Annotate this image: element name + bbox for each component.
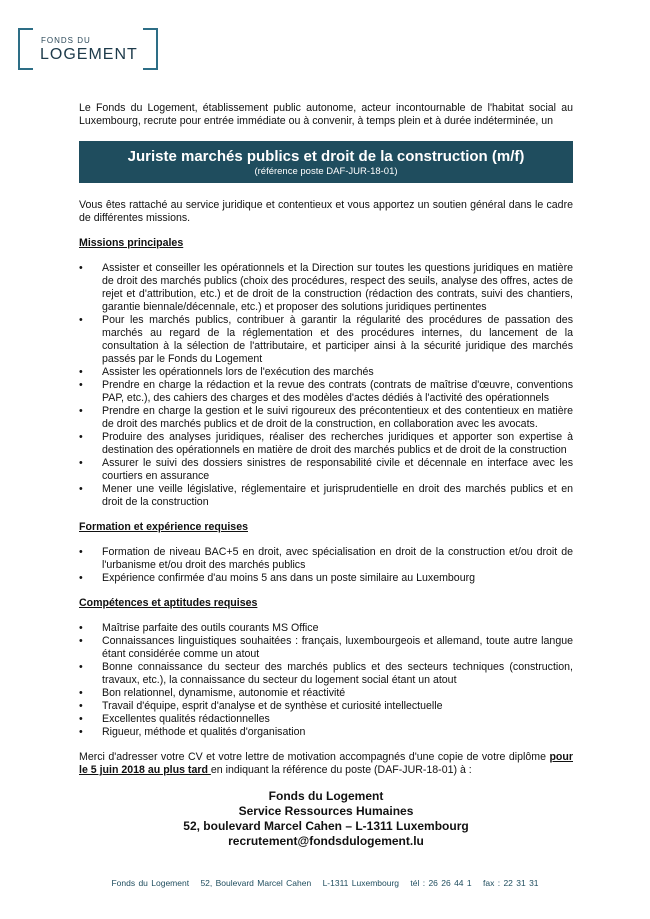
logo-line-2: LOGEMENT bbox=[40, 46, 138, 63]
list-item: • Assurer le suivi des dossiers sinistres de responsabilité civile et décennale en interface avec les courtiers en assurance bbox=[79, 457, 573, 482]
competences-heading: Compétences et aptitudes requises bbox=[79, 597, 258, 609]
address-street: 52, boulevard Marcel Cahen – L-1311 Luxembourg bbox=[183, 819, 469, 833]
bullet-icon: • bbox=[79, 572, 83, 584]
bullet-icon: • bbox=[79, 700, 83, 712]
job-reference: (référence poste DAF-JUR-18-01) bbox=[254, 166, 398, 177]
list-item: • Prendre en charge la gestion et le suivi rigoureux des précontentieux et des contentieux en matière de droit des marchés publics et de droit de la construction, en collaboration avec les avocats. bbox=[79, 405, 573, 430]
closing-paragraph bbox=[79, 751, 573, 777]
address-org: Fonds du Logement bbox=[268, 789, 384, 803]
list-item: • Connaissances linguistiques souhaitées : français, luxembourgeois et allemand, toute autre langue étant considérée comme un atout bbox=[79, 635, 573, 660]
list-item: • Produire des analyses juridiques, réaliser des recherches juridiques et apporter son expertise à destination des opérationnels en matière de droit des marchés publics et de droit de la construction bbox=[79, 431, 573, 456]
bullet-icon: • bbox=[79, 483, 83, 495]
list-item: • Excellentes qualités rédactionnelles bbox=[79, 713, 270, 725]
intro-paragraph: Le Fonds du Logement, établissement public autonome, acteur incontournable de l'habitat social au Luxembourg, recrute pour entrée immédiate ou à convenir, à temps plein et à durée indéterminée, un bbox=[79, 102, 573, 127]
list-item: • Assister les opérationnels lors de l'exécution des marchés bbox=[79, 366, 374, 378]
competences-list bbox=[79, 622, 573, 739]
footer-tel: tél : 26 26 44 1 bbox=[410, 878, 472, 888]
bullet-icon: • bbox=[79, 366, 83, 378]
list-item: • Expérience confirmée d'au moins 5 ans dans un poste similaire au Luxembourg bbox=[79, 572, 476, 584]
list-item: • Rigueur, méthode et qualités d'organisation bbox=[79, 726, 306, 738]
bullet-icon: • bbox=[79, 405, 83, 417]
bullet-icon: • bbox=[79, 379, 83, 391]
bullet-icon: • bbox=[79, 431, 83, 443]
address-email[interactable]: recrutement@fondsdulogement.lu bbox=[228, 834, 424, 848]
list-item: • Formation de niveau BAC+5 en droit, avec spécialisation en droit de la construction et/ou droit de l'urbanisme et/ou droit des marchés publics bbox=[79, 546, 573, 571]
formation-heading: Formation et expérience requises bbox=[79, 521, 248, 533]
company-logo bbox=[15, 28, 155, 72]
address-department: Service Ressources Humaines bbox=[238, 804, 414, 818]
missions-list bbox=[79, 262, 573, 509]
contact-address bbox=[79, 789, 573, 849]
formation-list bbox=[79, 546, 573, 585]
list-item: • Pour les marchés publics, contribuer à garantir la régularité des procédures de passation des marchés au regard de la réglementation et des procédures internes, du lancement de la consultation à la sélection de l'attributaire, et participer ainsi à la sécurité juridique des marchés passés par le Fonds du Logement bbox=[79, 314, 573, 365]
bullet-icon: • bbox=[79, 713, 83, 725]
list-item: • Prendre en charge la rédaction et la revue des contrats (contrats de maîtrise d'œuvre, conventions PAP, etc.), des cahiers des charges et des modèles d'actes dédiés à l'activité des opérationnels bbox=[79, 379, 573, 404]
job-title: Juriste marchés publics et droit de la construction (m/f) bbox=[127, 148, 525, 165]
list-item: • Bonne connaissance du secteur des marchés publics et des secteurs techniques (construction, travaux, etc.), la connaissance du secteur du logement social étant un atout bbox=[79, 661, 573, 686]
bullet-icon: • bbox=[79, 635, 83, 647]
job-title-banner bbox=[79, 141, 573, 183]
logo-bracket-right-icon bbox=[139, 28, 161, 70]
missions-heading: Missions principales bbox=[79, 237, 184, 249]
summary-paragraph: Vous êtes rattaché au service juridique et contentieux et vous apportez un soutien général dans le cadre de différentes missions. bbox=[79, 199, 573, 224]
list-item: • Maîtrise parfaite des outils courants MS Office bbox=[79, 622, 319, 634]
document-body bbox=[79, 102, 573, 849]
closing-text-before: Merci d'adresser votre CV et votre lettre de motivation accompagnés d'une copie de votre diplôme bbox=[79, 751, 550, 763]
list-item: • Mener une veille législative, réglementaire et jurisprudentielle en droit des marchés publics et en droit de la construction bbox=[79, 483, 573, 508]
bullet-icon: • bbox=[79, 726, 83, 738]
footer-fax: fax : 22 31 31 bbox=[483, 878, 539, 888]
application-deadline: pour le 5 juin 2018 au plus tard bbox=[79, 751, 573, 776]
bullet-icon: • bbox=[79, 622, 83, 634]
list-item: • Assister et conseiller les opérationnels et la Direction sur toutes les questions juridiques en matière de droit des marchés publics (choix des procédures, respect des seuils, analyse des offres, actes de rejet et d'attribution, etc.) et de droit de la construction (rédaction des contrats, suivi des chantiers, garantie biennale/décennale, etc.) et proposer des solutions juridiques pertinentes bbox=[79, 262, 573, 313]
list-item: • Travail d'équipe, esprit d'analyse et de synthèse et curiosité intellectuelle bbox=[79, 700, 443, 712]
bullet-icon: • bbox=[79, 546, 83, 558]
bullet-icon: • bbox=[79, 314, 83, 326]
bullet-icon: • bbox=[79, 457, 83, 469]
list-item: • Bon relationnel, dynamisme, autonomie et réactivité bbox=[79, 687, 346, 699]
logo-bracket-left-icon bbox=[15, 28, 37, 70]
footer-street: 52, Boulevard Marcel Cahen bbox=[200, 878, 312, 888]
bullet-icon: • bbox=[79, 687, 83, 699]
bullet-icon: • bbox=[79, 262, 83, 274]
page-footer bbox=[0, 878, 650, 888]
bullet-icon: • bbox=[79, 661, 83, 673]
footer-org: Fonds du Logement bbox=[111, 878, 190, 888]
logo-line-1: FONDS DU bbox=[41, 36, 91, 45]
footer-city: L-1311 Luxembourg bbox=[322, 878, 400, 888]
closing-text-after: en indiquant la référence du poste (DAF-JUR-18-01) à : bbox=[210, 764, 472, 776]
